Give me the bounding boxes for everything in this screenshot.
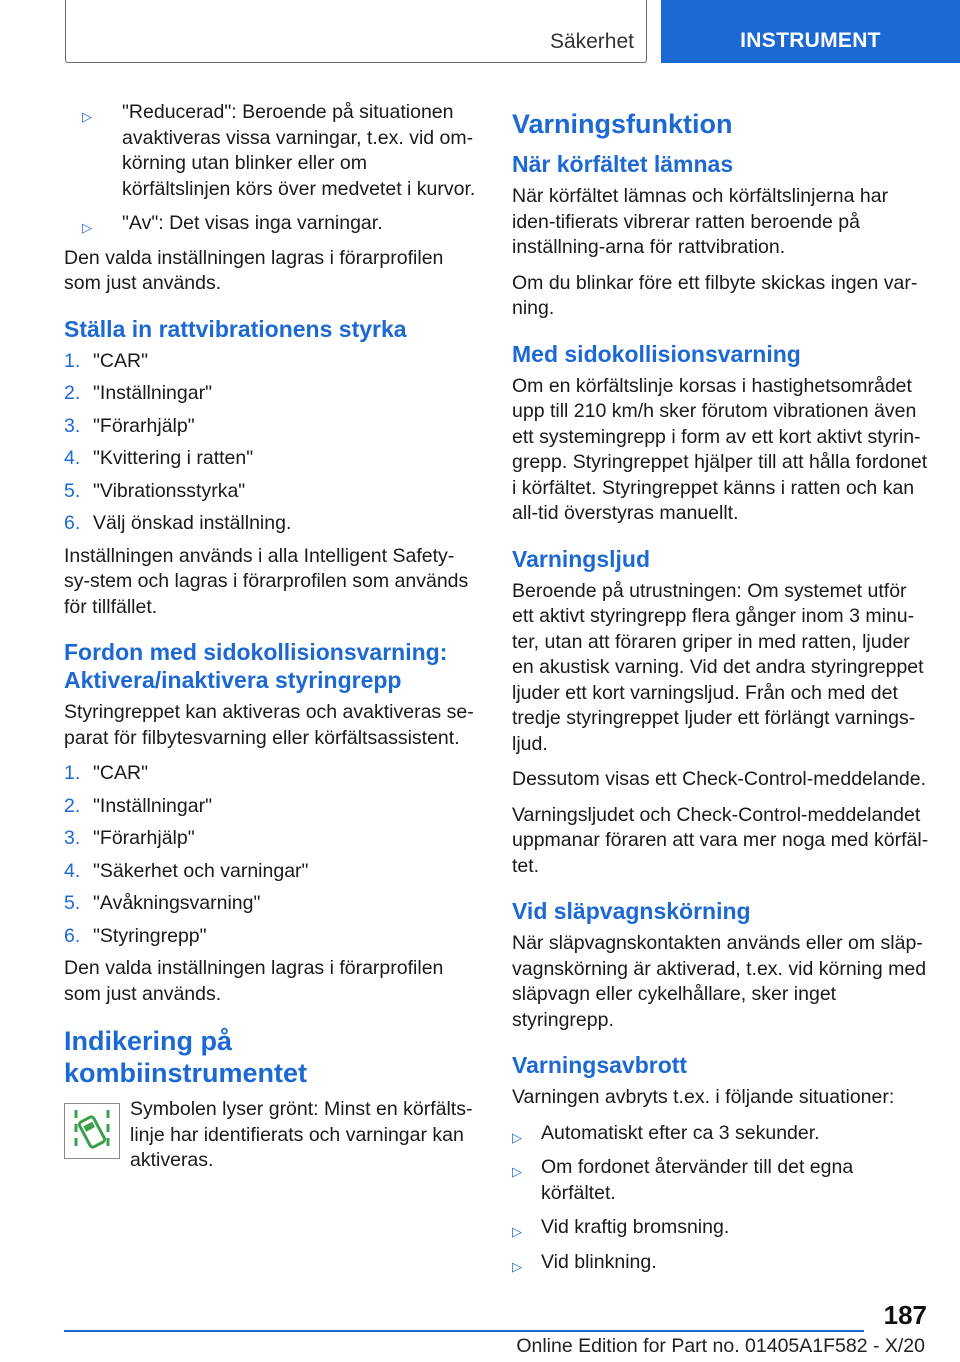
right-column <box>512 100 930 1284</box>
footer-divider <box>64 1330 864 1332</box>
list-item-text: Vid kraftig bromsning. <box>541 1216 730 1238</box>
step-number: 5. <box>64 892 81 914</box>
paragraph: Dessutom visas ett Check-Control-meddelande. <box>512 768 927 790</box>
paragraph: Den valda inställningen lagras i förarprofilen som just används. <box>64 957 444 1005</box>
list-item <box>512 1250 930 1276</box>
paragraph: När körfältet lämnas och körfältslinjerna har iden-tifierats vibrerar ratten beroende på inställning-arna för rattvibration. <box>512 185 889 258</box>
step-number: 5. <box>64 479 81 502</box>
step-text: "CAR" <box>93 762 149 784</box>
step-text: "Vibrationsstyrka" <box>93 479 246 502</box>
step-number: 1. <box>64 349 81 372</box>
steps-steer <box>64 761 476 949</box>
paragraph: Inställningen används i alla Intelligent Safety-sy-stem och lagras i förarprofilen som används för tillfället. <box>64 544 469 618</box>
list-item-text: Om fordonet återvänder till det egna körfältet. <box>541 1156 854 1204</box>
bullet-list-abort <box>512 1121 930 1276</box>
heading-warning-function: Varningsfunktion <box>512 109 733 139</box>
step-text: "Förarhjälp" <box>93 414 195 437</box>
paragraph: Styringreppet kan aktiveras och avaktiveras se-parat för filbytesvarning eller körfältsassistent. <box>64 701 474 749</box>
step-item <box>64 479 476 505</box>
header-section-label: Säkerhet <box>549 30 634 53</box>
step-text: "CAR" <box>93 349 149 372</box>
heading-leave-lane: När körfältet lämnas <box>512 151 734 177</box>
step-text: "Inställningar" <box>93 382 212 404</box>
paragraph: Den valda inställningen lagras i förarprofilen som just används. <box>64 246 444 294</box>
triangle-right-icon: ▷ <box>512 1129 522 1145</box>
triangle-right-icon: ▷ <box>512 1164 522 1179</box>
list-item <box>512 1121 930 1147</box>
step-number: 6. <box>64 512 81 534</box>
step-number: 6. <box>64 924 81 947</box>
step-number: 3. <box>64 827 81 849</box>
step-item <box>64 794 476 820</box>
heading-indicator: Indikering på kombiinstrumentet <box>64 1026 308 1088</box>
paragraph: Om du blinkar före ett filbyte skickas ingen var-ning. <box>512 271 918 319</box>
step-text: "Kvittering i ratten" <box>93 447 254 469</box>
paragraph: Om en körfältslinje korsas i hastighetsområdet upp till 210 km/h sker förutom vibrationen även ett systemingrepp i form av ett kort aktivt styrin-grepp. Styringreppet hjälper till att hålla fordonet i körfältet. Styringreppet känns i ratten och kan all-tid överstyras manuellt. <box>512 374 928 524</box>
paragraph: Varningen avbryts t.ex. i följande situationer: <box>512 1086 895 1108</box>
bullet-list-modes <box>64 100 476 237</box>
triangle-right-icon: ▷ <box>512 1224 522 1239</box>
step-number: 2. <box>64 382 81 404</box>
list-item <box>512 1215 930 1241</box>
footer-edition: Online Edition for Part no. 01405A1F582 - X/20 <box>516 1335 925 1357</box>
list-item <box>64 100 476 202</box>
lane-departure-svg <box>65 1104 118 1157</box>
list-item-text: Automatiskt efter ca 3 sekunder. <box>541 1121 820 1144</box>
step-text: "Avåkningsvarning" <box>93 892 261 914</box>
step-item <box>64 414 476 440</box>
list-item-text: "Reducerad": Beroende på situationen avaktiveras vissa varningar, t.ex. vid om-körning utan blinker eller om körfältslinjen körs över medvetet i kurvor. <box>122 101 476 200</box>
heading-trailer: Vid släpvagnskörning <box>512 898 751 924</box>
list-item-text: "Av": Det visas inga varningar. <box>122 212 383 234</box>
list-item-text: Vid blinkning. <box>541 1250 657 1273</box>
step-text: "Säkerhet och varningar" <box>93 859 309 882</box>
indicator-text: Symbolen lyser grönt: Minst en körfälts-linje har identifierats och varningar kan aktiveras. <box>130 1098 473 1171</box>
lane-departure-green-icon <box>64 1103 120 1159</box>
heading-warning-sound: Varningsljud <box>512 545 651 572</box>
left-column <box>64 100 476 1174</box>
paragraph: Beroende på utrustningen: Om systemet utför ett aktivt styringrepp flera gånger inom 3 minu-ter, utan att föraren griper in med ratten, ljuder en akustisk varning. Vid det andra styringreppet ljuder ett kort varningsljud. Från och med det tredje styringreppet ljuder ett förlängt varnings-ljud. <box>512 579 924 755</box>
step-text: "Inställningar" <box>93 794 212 817</box>
step-number: 1. <box>64 762 81 784</box>
list-item <box>64 211 476 237</box>
indicator-block <box>64 1097 476 1174</box>
paragraph: När släpvagnskontakten används eller om släp-vagnskörning är aktiverad, t.ex. vid körning med släpvagn eller cykelhållare, sker inget styringrepp. <box>512 932 927 1031</box>
step-item <box>64 381 476 407</box>
step-item <box>64 446 476 472</box>
page-number: 187 <box>883 1300 927 1330</box>
step-text: "Styringrepp" <box>93 924 207 947</box>
step-item <box>64 511 476 537</box>
heading-abort: Varningsavbrott <box>512 1052 688 1078</box>
steps-strength <box>64 349 476 537</box>
triangle-right-icon: ▷ <box>82 109 92 124</box>
step-item <box>64 924 476 950</box>
heading-side-collision: Med sidokollisionsvarning <box>512 340 801 367</box>
step-number: 4. <box>64 859 81 882</box>
step-item <box>64 761 476 787</box>
triangle-right-icon: ▷ <box>512 1258 522 1274</box>
heading-steer: Fordon med sidokollisionsvarning: Aktivera/inaktivera styringrepp <box>64 639 448 693</box>
step-item <box>64 859 476 885</box>
step-number: 3. <box>64 414 81 437</box>
list-item <box>512 1155 930 1206</box>
step-number: 2. <box>64 794 81 817</box>
step-number: 4. <box>64 447 81 469</box>
heading-strength: Ställa in rattvibrationens styrka <box>64 315 407 342</box>
step-text: Välj önskad inställning. <box>93 512 292 534</box>
header-tab-instrument[interactable]: INSTRUMENT <box>661 0 960 63</box>
step-item <box>64 349 476 375</box>
paragraph: Varningsljudet och Check-Control-meddelandet uppmanar föraren att vara mer noga med körfäl-tet. <box>512 803 929 877</box>
step-item <box>64 891 476 917</box>
step-item <box>64 826 476 852</box>
step-text: "Förarhjälp" <box>93 827 195 849</box>
triangle-right-icon: ▷ <box>82 220 92 235</box>
